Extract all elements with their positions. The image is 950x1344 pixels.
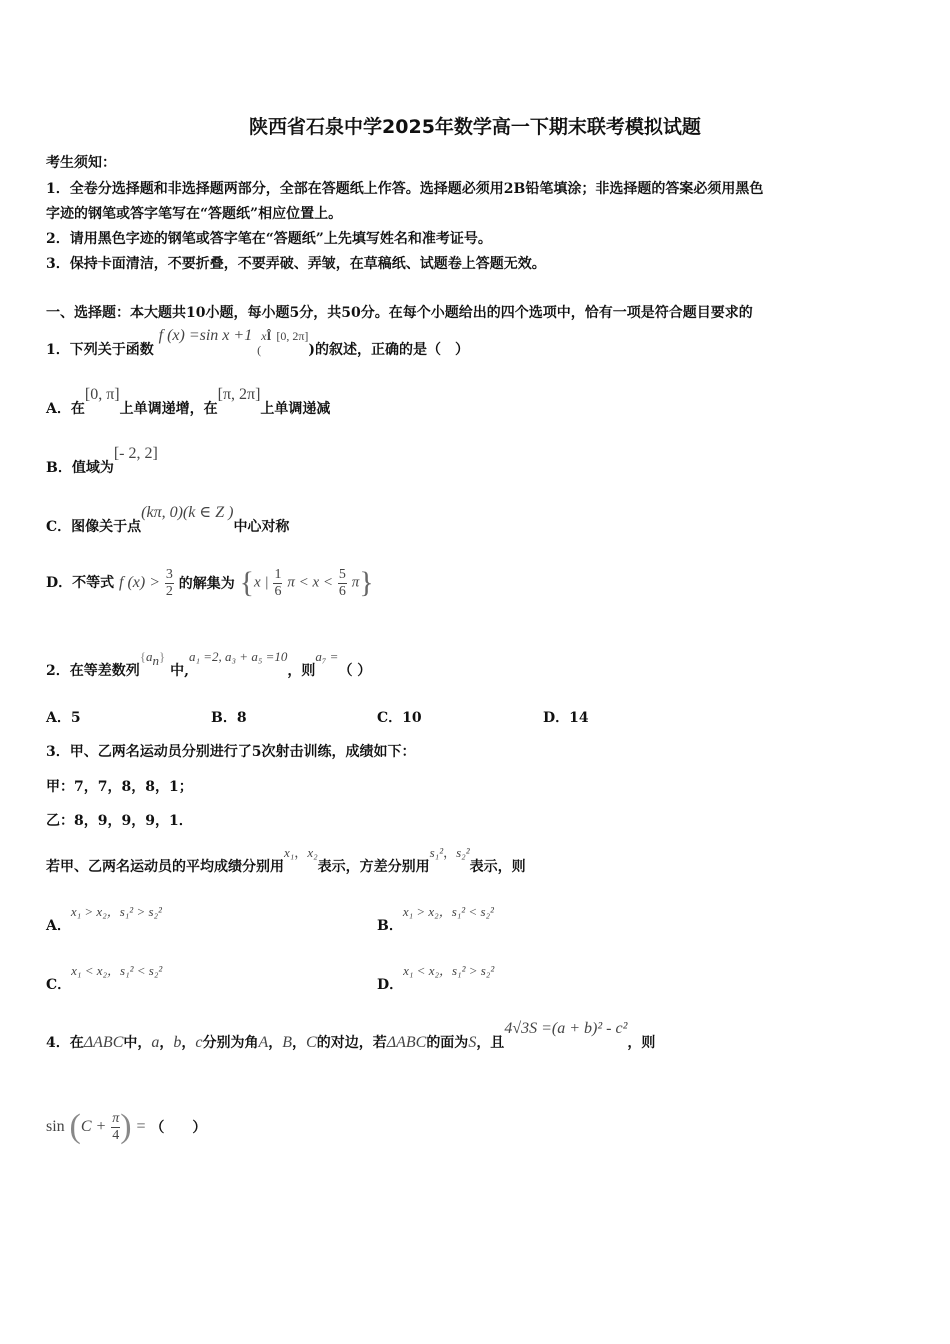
notice-item-1: 1．全卷分选择题和非选择题两部分，全部在答题纸上作答。选择题必须用2B铅笔填涂；非选择题的答案必须用黑色 (46, 181, 764, 197)
question-1-stem: 1．下列关于函数 f (x) =sin x +1 (xÎ [0, 2π])的叙述，正确的是（ ） (46, 327, 470, 358)
area-equation: 4√3S =(a + b)² - c² (504, 1020, 628, 1037)
notice-heading: 考生须知： (46, 155, 116, 171)
function-expr: f (x) =sin x +1 (158, 327, 253, 344)
question-1-option-c: C．图像关于点(kπ, 0)(k ∈ Z )中心对称 (46, 504, 290, 535)
question-3-condition: 若甲、乙两名运动员的平均成绩分别用x₁，x₂表示，方差分别用s₁²，s₂²表示，则 (46, 845, 526, 875)
question-3-stem: 3．甲、乙两名运动员分别进行了5次射击训练，成绩如下： (46, 744, 416, 760)
question-2-stem: 2．在等差数列{an} 中,a₁ =2, a₃ + a₅ =10，则a₇ =（ ） (46, 649, 372, 679)
question-4-stem: 4．在ΔABC中，a，b，c分别为角A，B，C的对边，若ΔABC的面为S，且4√3S =(a + b)² - c²，则 (46, 1020, 656, 1051)
question-3-scores-jia: 甲：7，7，8，8，1； (46, 779, 193, 795)
section-heading: 一、选择题：本大题共10小题，每小题5分，共50分。在每个小题给出的四个选项中，恰有一项是符合题目要求的 (46, 305, 753, 321)
question-3-option-b: B．x₁ > x₂，s₁² < s₂² (377, 904, 494, 934)
question-1-option-d: D．不等式 f (x) > $\frac{3}{2}$ 的解集为 {x | $\frac{1}{6}$ π < x < $\frac{5}{6}$ π} (46, 566, 374, 599)
question-4-ask: sin (C + $\frac{\pi}{4}$ ) = （ ） (46, 1108, 207, 1145)
question-3-option-d: D．x₁ < x₂，s₁² > s₂² (377, 963, 495, 993)
question-3-option-a: A．x₁ > x₂，s₁² > s₂² (46, 904, 162, 934)
question-1-option-b: B．值域为[- 2, 2] (46, 445, 158, 476)
notice-item-1-cont: 字迹的钢笔或答字笔写在“答题纸”相应位置上。 (46, 206, 343, 222)
question-2-option-b: B．8 (211, 710, 247, 726)
notice-item-3: 3．保持卡面清洁，不要折叠，不要弄破、弄皱，在草稿纸、试题卷上答题无效。 (46, 256, 546, 272)
question-3-option-c: C．x₁ < x₂，s₁² < s₂² (46, 963, 163, 993)
question-2-option-c: C．10 (377, 710, 422, 726)
question-3-scores-yi: 乙：8，9，9，9，1． (46, 813, 193, 829)
page-title: 陕西省石泉中学2025年数学高一下期末联考模拟试题 (249, 116, 701, 138)
question-2-option-d: D．14 (543, 710, 589, 726)
notice-item-2: 2．请用黑色字迹的钢笔或答字笔在“答题纸”上先填写姓名和准考证号。 (46, 231, 492, 247)
question-1-option-a: A．在[0, π]上单调递增，在[π, 2π]上单调递减 (46, 386, 331, 417)
question-2-option-a: A．5 (46, 710, 81, 726)
